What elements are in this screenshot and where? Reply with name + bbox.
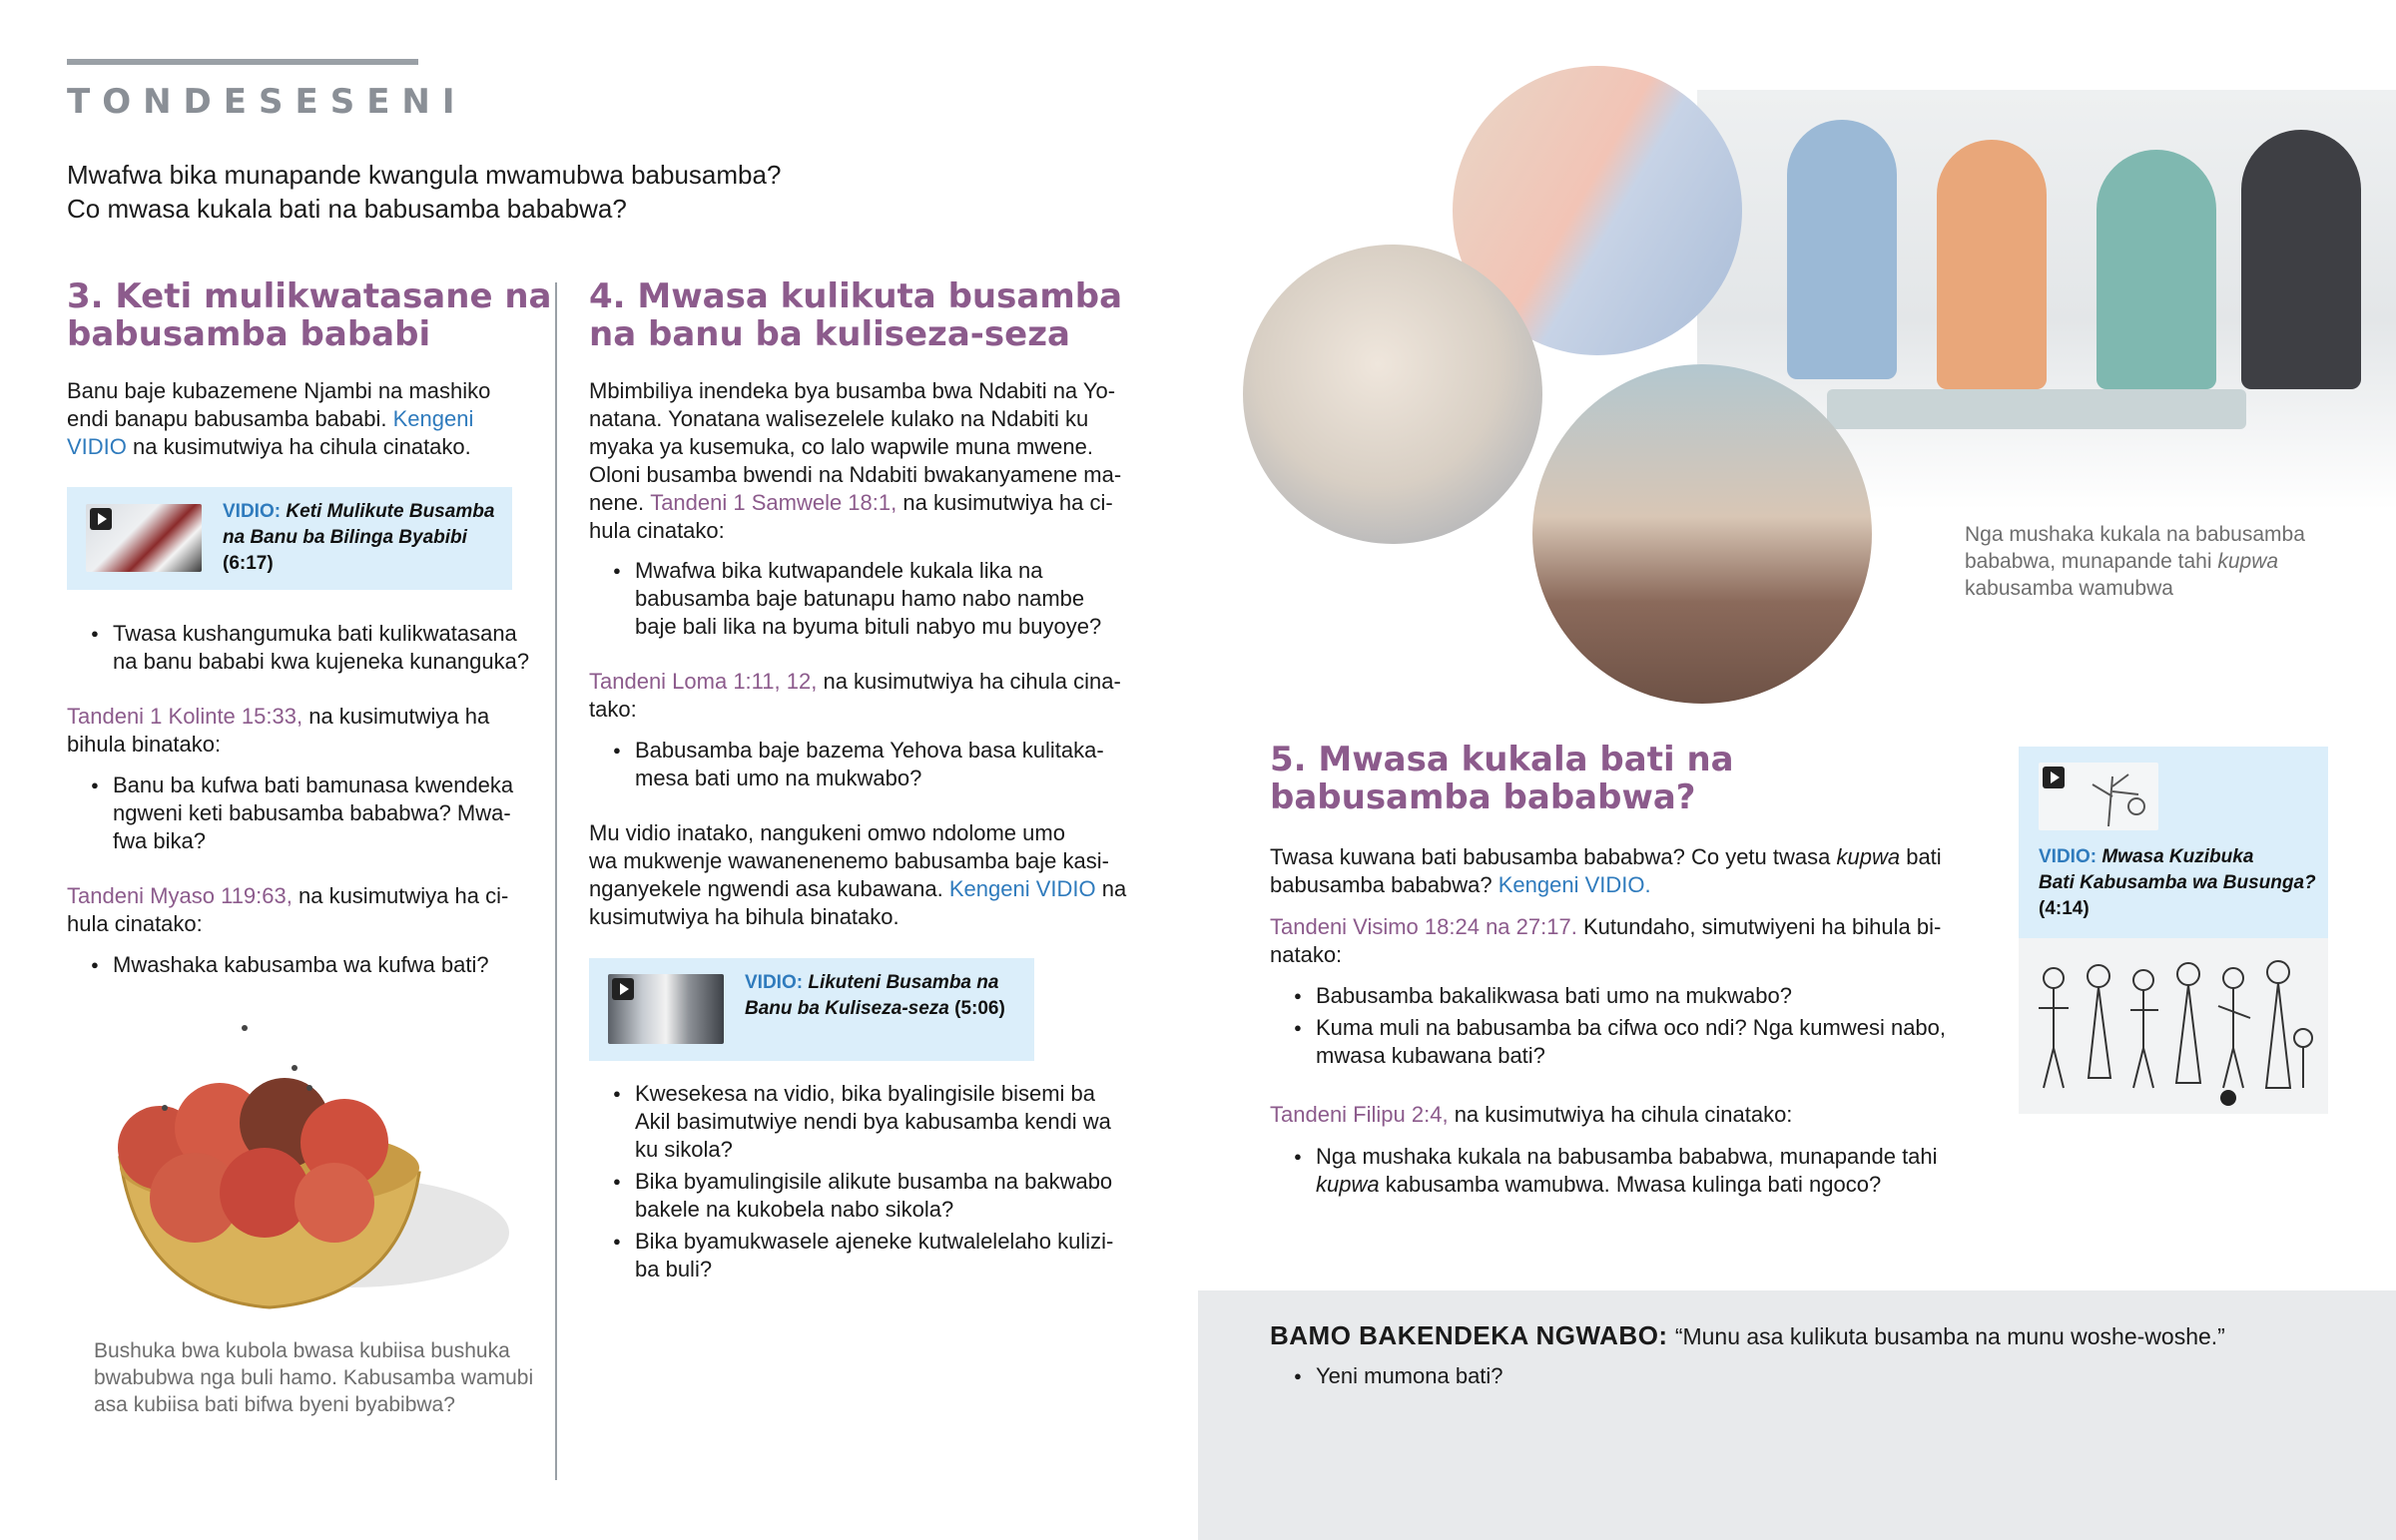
section4-body-2 xyxy=(589,819,1158,931)
body-line: myaka ya kusemuka, co lalo wapwile muna mwene. xyxy=(589,434,1094,459)
q-line: ● Mwashaka kabusamba wa kufwa bati? xyxy=(113,952,489,977)
list-item xyxy=(589,1228,1168,1283)
section3-body-line2 xyxy=(67,405,506,433)
scripture-link[interactable]: Tandeni Filipu 2:4, xyxy=(1270,1102,1449,1127)
q-line: ● Babusamba bakalikwasa bati umo na mukwabo? xyxy=(1316,983,1792,1008)
verse-text: na kusimutwiya ha xyxy=(308,704,490,729)
caption-line: asa kubiisa bati bifwa byeni byabibwa? xyxy=(94,1393,455,1416)
section5-heading-line2: babusamba bababwa? xyxy=(1270,777,1696,817)
video-2-title-cont: Banu ba Kuliseza-seza xyxy=(745,998,949,1019)
video-thumbnail-2[interactable] xyxy=(608,974,724,1044)
list-item xyxy=(1270,1362,1969,1390)
apple-bowl-illustration xyxy=(100,1008,519,1317)
body-text: Twasa kuwana bati babusamba bababwa? Co yetu twasa xyxy=(1270,844,1831,869)
photo-figure xyxy=(1787,120,1897,379)
body-text: bati xyxy=(1906,844,1942,869)
verse-line: natako: xyxy=(1270,942,1343,967)
section5-body xyxy=(1270,843,1969,899)
footer-quote: “Munu asa kulikuta busamba na munu woshe-woshe.” xyxy=(1674,1323,2225,1349)
body-line xyxy=(589,489,1148,517)
video-label: VIDIO: xyxy=(223,501,282,522)
section3-body xyxy=(67,377,506,461)
list-item xyxy=(1270,1014,1989,1070)
q-line: ku sikola? xyxy=(635,1137,733,1162)
section4-body xyxy=(589,377,1148,545)
video-3-title-cont: Bati Kabusamba wa Busunga? xyxy=(2039,872,2316,893)
section3-verse-2 xyxy=(67,882,508,938)
video-3-title-line2 xyxy=(2039,870,2316,896)
body-line xyxy=(589,875,1158,903)
body-text: babusamba bababwa? xyxy=(1270,872,1493,897)
list-item xyxy=(589,557,1168,641)
body-text: nene. xyxy=(589,490,645,515)
body-line: kusimutwiya ha bihula binatako. xyxy=(589,904,899,929)
q-line: ● Twasa kushangumuka bati kulikwatasana xyxy=(113,621,517,646)
list-item xyxy=(589,1080,1168,1164)
body-text: na kusimutwiya ha ci- xyxy=(902,490,1113,515)
section3-heading-line2: babusamba bababi xyxy=(67,314,431,354)
header-rule xyxy=(67,59,418,65)
sketch-figures-icon xyxy=(2019,938,2328,1114)
video-3-text xyxy=(2039,844,2316,922)
section4-verse xyxy=(589,668,1121,724)
q-italic: kupwa xyxy=(1316,1172,1380,1197)
body-line: wa mukwenje wawanenenemo babusamba baje kasi- xyxy=(589,848,1109,873)
footer-statement xyxy=(1270,1318,2225,1353)
photo-circle-elderly xyxy=(1243,245,1542,544)
video-1-title: Keti Mulikute Busamba xyxy=(286,501,495,522)
photo-caption xyxy=(1965,521,2305,602)
q-line: ● Yeni mumona bati? xyxy=(1316,1363,1503,1388)
section3-body-line1: Banu baje kubazemene Njambi na mashiko xyxy=(67,378,491,403)
section3-body-text: na kusimutwiya ha cihula cinatako. xyxy=(133,434,471,459)
q-line: fwa bika? xyxy=(113,828,206,853)
q-line: ● Bika byamulingisile alikute busamba na bakwabo xyxy=(635,1169,1113,1194)
kengeni-link[interactable]: Kengeni xyxy=(392,406,474,431)
q-text: kabusamba wamubwa. Mwasa kulinga bati ngoco? xyxy=(1385,1172,1882,1197)
q-line: ● Banu ba kufwa bati bamunasa kwendeka xyxy=(113,772,514,797)
body-text: nganyekele ngwendi asa kubawana. xyxy=(589,876,943,901)
photo-figure xyxy=(2241,130,2361,389)
video-2-title: Likuteni Busamba na xyxy=(808,972,999,993)
video-label: VIDIO: xyxy=(2039,846,2097,867)
q-line: ● Kuma muli na babusamba ba cifwa oco ndi? Nga kumwesi nabo, xyxy=(1316,1015,1947,1040)
video-card-1[interactable] xyxy=(67,487,512,590)
body-line: hula cinatako: xyxy=(589,518,725,543)
section4-heading-line1: 4. Mwasa kulikuta busamba xyxy=(589,276,1123,316)
section4-questions-3 xyxy=(589,1080,1168,1287)
section5-verse-1 xyxy=(1270,913,1969,969)
video-2-title-line2 xyxy=(745,996,1005,1022)
q-line: babusamba baje batunapu hamo nabo nambe xyxy=(635,586,1085,611)
q-line: ● Mwafwa bika kutwapandele kukala lika na xyxy=(635,558,1043,583)
vidio-link[interactable]: VIDIO xyxy=(67,434,127,459)
section5-verse-2 xyxy=(1270,1101,1792,1129)
list-item xyxy=(67,620,546,676)
scripture-link[interactable]: Tandeni 1 Kolinte 15:33, xyxy=(67,704,303,729)
caption-line: kabusamba wamubwa xyxy=(1965,577,2173,600)
footer-label: BAMO BAKENDEKA NGWABO: xyxy=(1270,1320,1668,1350)
video-1-title-line1 xyxy=(223,499,494,525)
scripture-link[interactable]: Tandeni Loma 1:11, 12, xyxy=(589,669,818,694)
body-line xyxy=(1270,871,1969,899)
section3-questions-2 xyxy=(67,771,546,859)
q-line: ● Babusamba baje bazema Yehova basa kulitaka- xyxy=(635,738,1104,763)
video-thumbnail-1[interactable] xyxy=(86,504,202,572)
verse-text: na kusimutwiya ha cihula cinatako: xyxy=(1454,1102,1793,1127)
list-item xyxy=(589,737,1168,792)
intro-question-2: Co mwasa kukala bati na babusamba bababwa? xyxy=(67,194,627,224)
video-card-3[interactable] xyxy=(2019,747,2328,1114)
section3-questions-1 xyxy=(67,620,546,680)
footer-panel xyxy=(1198,1290,2396,1540)
section5-questions-1 xyxy=(1270,982,1989,1074)
verse-line: tako: xyxy=(589,697,637,722)
q-line: ba buli? xyxy=(635,1257,713,1282)
video-1-duration: (6:17) xyxy=(223,553,274,574)
section4-questions-2 xyxy=(589,737,1168,796)
caption-line xyxy=(1965,548,2305,575)
verse-line xyxy=(67,703,489,731)
q-line: na banu bababi kwa kujeneka kunanguka? xyxy=(113,649,530,674)
caption-line: Nga mushaka kukala na babusamba xyxy=(1965,523,2305,546)
section3-verse-1 xyxy=(67,703,489,759)
scripture-link[interactable]: Tandeni Visimo 18:24 na 27:17. xyxy=(1270,914,1577,939)
video-3-title-line1 xyxy=(2039,844,2316,870)
caption-line: bwabubwa nga buli hamo. Kabusamba wamubi xyxy=(94,1366,534,1389)
body-line: Mu vidio inatako, nangukeni omwo ndolome umo xyxy=(589,820,1065,845)
section5-questions-2 xyxy=(1270,1143,1989,1203)
video-1-title-line2 xyxy=(223,525,494,551)
section4-heading xyxy=(589,277,1122,353)
verse-line: bihula binatako: xyxy=(67,732,222,757)
play-icon[interactable] xyxy=(612,978,634,1000)
sketch-people-illustration xyxy=(2019,938,2328,1114)
footer-questions xyxy=(1270,1362,1969,1394)
caption-text: bababwa, munapande tahi xyxy=(1965,550,2212,573)
body-line: Mbimbiliya inendeka bya busamba bwa Ndabiti na Yo- xyxy=(589,378,1116,403)
q-line: baje bali lika na byuma bituli nabyo mu buyoye? xyxy=(635,614,1102,639)
caption-italic: kupwa xyxy=(2217,550,2279,573)
q-line: mesa bati umo na mukwabo? xyxy=(635,766,922,790)
section5-heading-line1: 5. Mwasa kukala bati na xyxy=(1270,740,1734,779)
video-2-title-line1 xyxy=(745,970,1005,996)
section-label: TONDESESENI xyxy=(67,82,467,122)
body-line xyxy=(1270,843,1969,871)
column-divider xyxy=(555,282,557,1480)
q-line: bakele na kukobela nabo sikola? xyxy=(635,1197,954,1222)
photo-figure xyxy=(2096,150,2216,389)
video-thumbnail-3[interactable] xyxy=(2039,763,2158,830)
verse-text: na kusimutwiya ha ci- xyxy=(298,883,509,908)
q-line xyxy=(1316,1171,1989,1199)
q-line: ngweni keti babusamba bababwa? Mwa- xyxy=(113,800,511,825)
q-line: mwasa kubawana bati? xyxy=(1316,1043,1545,1068)
video-card-2[interactable] xyxy=(589,958,1034,1061)
body-italic: kupwa xyxy=(1836,844,1901,869)
section3-heading-line1: 3. Keti mulikwatasane na xyxy=(67,276,552,316)
verse-text: Kutundaho, simutwiyeni ha bihula bi- xyxy=(1582,914,1942,939)
video-3-duration: (4:14) xyxy=(2039,898,2090,919)
video-3-title: Mwasa Kuzibuka xyxy=(2101,846,2254,867)
video-1-title-cont: na Banu ba Bilinga Byabibi xyxy=(223,527,467,548)
video-label: VIDIO: xyxy=(745,972,804,993)
q-line: ● Bika byamukwasele ajeneke kutwalelelaho kulizi- xyxy=(635,1229,1114,1254)
q-line: ● Kwesekesa na vidio, bika byalingisile bisemi ba xyxy=(635,1081,1096,1106)
intro-question-1: Mwafwa bika munapande kwangula mwamubwa babusamba? xyxy=(67,160,782,190)
section5-heading xyxy=(1270,741,1734,816)
apple-caption xyxy=(94,1337,533,1418)
verse-line xyxy=(67,882,508,910)
list-item xyxy=(1270,1143,1989,1199)
photo-figure xyxy=(1937,140,2047,389)
body-line: Oloni busamba bwendi na Ndabiti bwakanyamene ma- xyxy=(589,462,1122,487)
q-line: Akil basimutwiye nendi bya kabusamba kendi wa xyxy=(635,1109,1111,1134)
body-text: na xyxy=(1101,876,1127,901)
q-line: ● Nga mushaka kukala na babusamba bababwa, munapande tahi xyxy=(1316,1144,1938,1169)
list-item xyxy=(67,951,546,979)
section4-questions-1 xyxy=(589,557,1168,645)
list-item xyxy=(1270,982,1989,1010)
caption-line: Bushuka bwa kubola bwasa kubiisa bushuka xyxy=(94,1339,510,1362)
section3-heading xyxy=(67,277,552,353)
kengeni-vidio-link[interactable]: Kengeni VIDIO xyxy=(948,876,1096,901)
section4-heading-line2: na banu ba kuliseza-seza xyxy=(589,314,1070,354)
video-2-duration: (5:06) xyxy=(954,998,1005,1019)
scripture-link[interactable]: Tandeni 1 Samwele 18:1, xyxy=(650,490,898,515)
verse-line xyxy=(589,668,1121,696)
photo-table xyxy=(1827,389,2246,429)
section3-body-text: endi banapu babusamba bababi. xyxy=(67,406,387,431)
play-icon[interactable] xyxy=(90,508,112,530)
verse-line xyxy=(1270,913,1969,941)
scripture-link[interactable]: Tandeni Myaso 119:63, xyxy=(67,883,293,908)
play-icon[interactable] xyxy=(2043,767,2065,788)
kengeni-vidio-link[interactable]: Kengeni VIDIO. xyxy=(1498,872,1651,897)
video-1-text xyxy=(223,499,494,577)
verse-line: hula cinatako: xyxy=(67,911,203,936)
body-line: natana. Yonatana walisezelele kulako na Ndabiti ku xyxy=(589,406,1089,431)
video-2-text xyxy=(745,970,1005,1022)
section3-body-line3 xyxy=(67,433,506,461)
photo-circle-comfort xyxy=(1532,364,1872,704)
sketch-tree-icon xyxy=(2079,767,2156,826)
list-item xyxy=(67,771,546,855)
list-item xyxy=(589,1168,1168,1224)
section3-questions-3 xyxy=(67,951,546,983)
verse-text: na kusimutwiya ha cihula cina- xyxy=(823,669,1121,694)
